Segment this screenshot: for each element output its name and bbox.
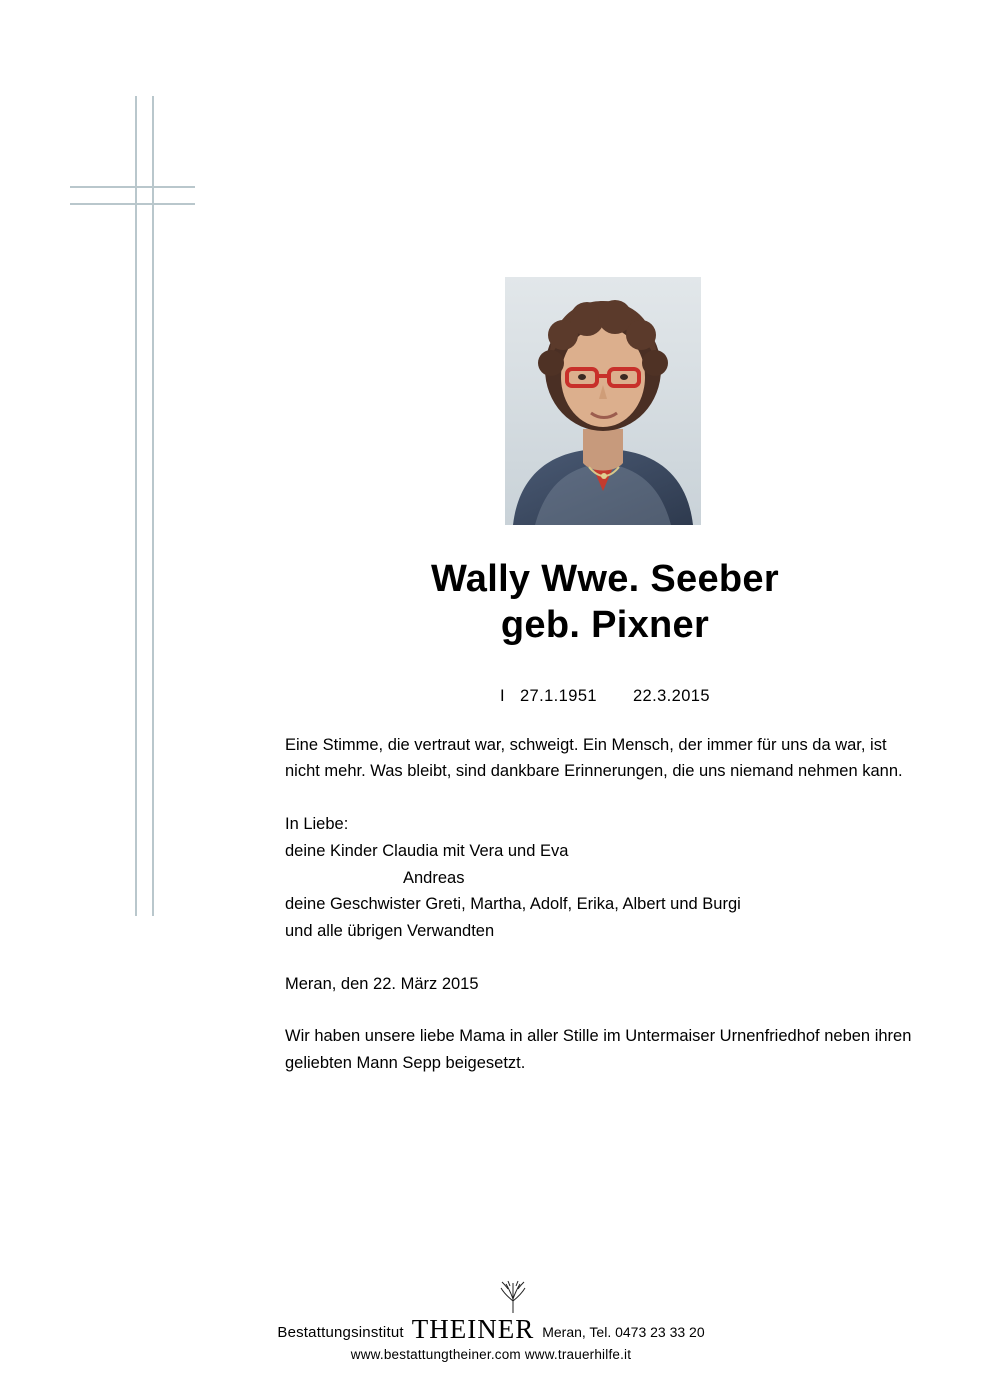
cross-icon xyxy=(0,0,260,960)
cross-horizontal-top xyxy=(70,186,195,188)
life-dates xyxy=(285,687,925,706)
relatives-line: und alle übrigen Verwandten xyxy=(285,922,495,941)
mourners-block xyxy=(285,811,925,945)
birth-date: 27.1.1951 xyxy=(519,686,597,705)
deceased-name-line2: geb. Pixner xyxy=(500,604,710,647)
cross-vertical-left xyxy=(135,96,137,916)
children-line: deine Kinder Claudia mit Vera und Eva xyxy=(285,841,569,860)
death-date: 22.3.2015 xyxy=(632,686,710,705)
children-indent-line: Andreas xyxy=(403,868,465,887)
footer-brand: THEINER xyxy=(411,1314,535,1344)
memorial-text-block xyxy=(285,556,925,1093)
cross-vertical-right xyxy=(152,96,154,916)
birth-symbol: I xyxy=(500,686,506,705)
footer-logo-row xyxy=(0,1316,982,1343)
footer-institute-label: Bestattungsinstitut xyxy=(277,1324,404,1341)
deceased-name xyxy=(285,556,925,649)
footer xyxy=(0,1316,982,1362)
deceased-name-line1: Wally Wwe. Seeber xyxy=(431,558,779,600)
siblings-line: deine Geschwister Greti, Martha, Adolf, Erika, Albert und Burgi xyxy=(285,895,741,914)
footer-contact: Meran, Tel. 0473 23 33 20 xyxy=(542,1324,705,1340)
memorial-verse: Eine Stimme, die vertraut war, schweigt. Ein Mensch, der immer für uns da war, ist nicht mehr. Was bleibt, sind dankbare Erinnerungen, die uns niemand nehmen kann. xyxy=(285,735,903,781)
closing-note: Wir haben unsere liebe Mama in aller Stille im Untermaiser Urnenfriedhof neben ihren geliebten Mann Sepp beigesetzt. xyxy=(285,1027,912,1073)
footer-websites: www.bestattungtheiner.com www.trauerhilfe.it xyxy=(350,1347,632,1362)
tree-icon xyxy=(490,1279,536,1318)
portrait-photo xyxy=(505,277,701,525)
place-and-date: Meran, den 22. März 2015 xyxy=(285,974,479,993)
cross-horizontal-bottom xyxy=(70,203,195,205)
in-love-label: In Liebe: xyxy=(285,815,349,834)
